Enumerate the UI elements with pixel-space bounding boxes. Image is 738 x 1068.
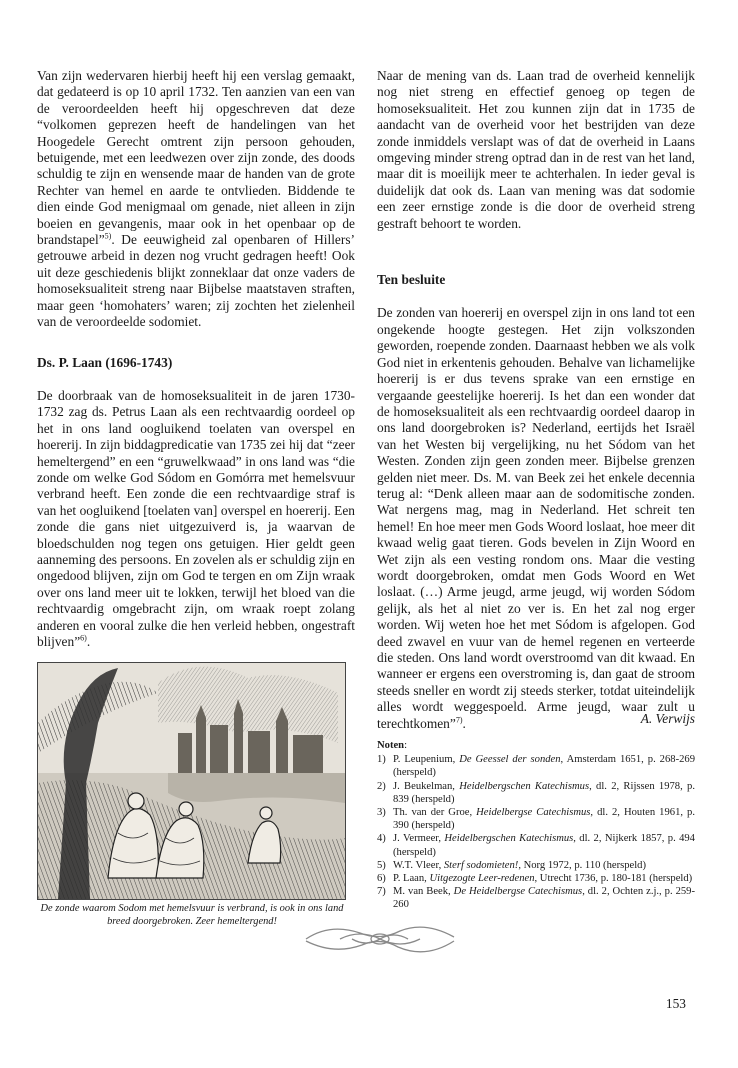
footnote-item — [377, 780, 695, 806]
footnote-item — [377, 806, 695, 832]
footnote-book-title: Heidelbergschen Katechismus — [459, 780, 590, 792]
left-paragraph-1: Van zijn wedervaren hierbij heeft hij een verslag gemaakt, dat gedateerd is op 10 april 1732. Ten aanzien van een van de veroordeelden heeft hij opgeschreven dat deze “volkomen geprezen heeft de handelingen van het Hoogedele Gerecht omtrent zijn persoon gehouden, betuigende, met een leedwezen over zijn zonde, des doods schuldig te zijn en wensende maar de handen van de grote Rechter van hemel en aarde te ontvlieden. Biddende te dien einde God menigmaal om genade, niet alleen in zijn boeien en gevangenis, maar ook in het openbaar op de brandstapel”$^{5)}$. De eeuwigheid zal openbaren of Hillers’ getrouwe arbeid in dezen nog vrucht gedragen heeft! Ook uit deze geschiedenis blijkt zonneklaar dat onze vaders de homoseksualiteit streng naar Bijbelse maatstaven straften, maar geen ‘homohaters’ waren; zij zochten het zielenheil van de veroordeelde sodomiet. — [37, 68, 355, 330]
engraving-lot-fleeing-sodom-icon — [38, 663, 345, 899]
footnote-text: M. van Beek, De Heidelbergse Catechismus, dl. 2, Ochten z.j., p. 259-260 — [393, 886, 695, 911]
footnote-text: P. Leupenium, De Geessel der sonden, Amsterdam 1651, p. 268-269 (herspeld) — [393, 754, 695, 779]
notes-list — [377, 753, 695, 911]
footnote-item — [377, 859, 695, 872]
footnote-book-title: De Geessel der sonden — [459, 754, 561, 766]
right-paragraph-2: De zonden van hoererij en overspel zijn in ons land tot een ongekende hoogte gestegen. Het zijn volkszonden geworden, roepende zonden. Daarnaast hebben we als volk God niet in erkentenis gehouden. Behalve van lichamelijke hoererij is er dus tevens sprake van een ernstige en vergaande geestelijke hoererij. Is het dan een wonder dat de homoseksualiteit als een rechtvaardig oordeel daarop in ons land doorgebroken is? Nederland, eertijds het Israël van het Westen bij vergelijking, nu het Sódom van het Westen. Zonden zijn geen zonden meer. Bijbelse grenzen gelden niet meer. Ds. M. van Beek zei het enkele decennia terug al: “Denk alleen maar aan de sodomitische zonden. Wat nergens mag, mag in Nederland. Het schreit ten hemel! En hoe meer men Gods Woord loslaat, hoe meer dit kwaad welig gaat tieren. Gods bevelen in Zijn Woord en Wet zijn als een vesting rondom ons. Maar die vesting wordt doorgebroken, omdat men Gods Woord en Wet loslaat. (…) Arme jeugd, arme jeugd, wij worden Sódom gelijk, als het al niet zo ver is. En het zal nog erger worden. Wij weten hoe het met Sódom is afgelopen. God deed zwavel en vuur van de hemel regenen en verteerde die steden. Ons land wordt overstroomd van dit kwaad. En wanneer er ergens een overstroming is, dan gaat de stroom steeds sneller en wordt zij steeds sterker, totdat uiteindelijk alles wordt weggespoeld. Arme jeugd, waar zult u terechtkomen”$^{7)}$. — [377, 305, 695, 731]
footnote-item — [377, 832, 695, 858]
section-heading-besluite: Ten besluite — [377, 272, 446, 288]
flourish-ornament-icon — [300, 917, 460, 961]
footnote-item — [377, 872, 695, 885]
footnote-number: 7) — [377, 886, 386, 898]
footnote-number: 5) — [377, 859, 386, 871]
figure-caption: De zonde waarom Sodom met hemelsvuur is verbrand, is ook in ons land breed doorgebroken. Zeer hemeltergend! — [40, 903, 344, 927]
footnote-number: 2) — [377, 780, 386, 792]
footnote-text: P. Laan, Uitgezogte Leer-redenen, Utrecht 1736, p. 180-181 (herspeld) — [393, 873, 693, 885]
engraving-illustration — [37, 662, 346, 900]
footnote-item — [377, 753, 695, 779]
footnote-book-title: Heidelbergschen Katechismus — [444, 833, 574, 845]
footnote-item — [377, 885, 695, 911]
page-number: 153 — [665, 996, 686, 1011]
footnote-text: J. Beukelman, Heidelbergschen Katechismus, dl. 2, Rijssen 1978, p. 839 (herspeld) — [393, 780, 695, 805]
footnote-number: 1) — [377, 754, 386, 766]
footnote-text: W.T. Vleer, Sterf sodomieten!, Norg 1972, p. 110 (herspeld) — [393, 859, 647, 871]
left-paragraph-2: De doorbraak van de homoseksualiteit in de jaren 1730-1732 zag ds. Petrus Laan als een rechtvaardig oordeel op het in ons land oogluikend toelaten van overspel en hoererij. In zijn biddagpredicatie van 1735 zei hij dat “zeer hemeltergend” en een “gruwelkwaad” in ons land was “die zonde om welke God Sódom en Gomórra met hemelsvuur verbrand heeft. Een zonde die een rechtvaardige straf is van het oogluikend [toelaten van] overspel en hoererij. Een zonde die gans niet uitgezuiverd is, ja waarvan de bloedschulden nog tegen ons getuigen. Hier geldt geen aanneming des persoons. En zovelen als er schuldig zijn en ongedood blijven, zijn om God te tergen en om Zijn wraak over ons land meer uit te lokken, terwijl het bloed van die rechtvaardig omgebracht zijn, om wraak roept zolang anderen en vooral zulke die hen verleid hebben, ongestraft blijven”$^{6)}$. — [37, 387, 355, 649]
right-column — [377, 68, 695, 732]
notes-title: Noten: — [377, 740, 408, 751]
right-paragraph-1: Naar de mening van ds. Laan trad de overheid kennelijk nog niet streng en effectief genoeg op tegen de homoseksualiteit. Het zou kunnen zijn dat in 1735 de aandacht van de overheid voor het bestrijden van deze zonde inmiddels verslapt was of dat de overheid in Laans omgeving minder streng optrad dan in de rest van het land, maar dit is moeilijk meer te achterhalen. In ieder geval is duidelijk dat ook ds. Laan van mening was dat sodomie een zeer ernstige zonde is die door de overheid streng gestraft behoort te worden. — [377, 68, 695, 231]
left-column — [37, 68, 355, 650]
footnote-book-title: Sterf sodomieten! — [443, 859, 519, 871]
author-signature: A. Verwijs — [640, 711, 695, 726]
footnote-text: Th. van der Groe, Heidelbergse Catechismus, dl. 2, Houten 1961, p. 390 (herspeld) — [393, 807, 695, 832]
footnote-number: 4) — [377, 833, 386, 845]
footnote-book-title: De Heidelbergse Catechismus — [453, 886, 583, 898]
footnote-number: 3) — [377, 807, 386, 819]
footnotes — [377, 739, 695, 912]
footnote-number: 6) — [377, 873, 386, 885]
section-heading-laan: Ds. P. Laan (1696-1743) — [37, 354, 173, 370]
footnote-book-title: Heidelbergse Catechismus — [476, 807, 591, 819]
footnote-text: J. Vermeer, Heidelbergschen Katechismus, dl. 2, Nijkerk 1857, p. 494 (herspeld) — [393, 833, 695, 858]
footnote-book-title: Uitgezogte Leer-redenen — [429, 873, 535, 885]
